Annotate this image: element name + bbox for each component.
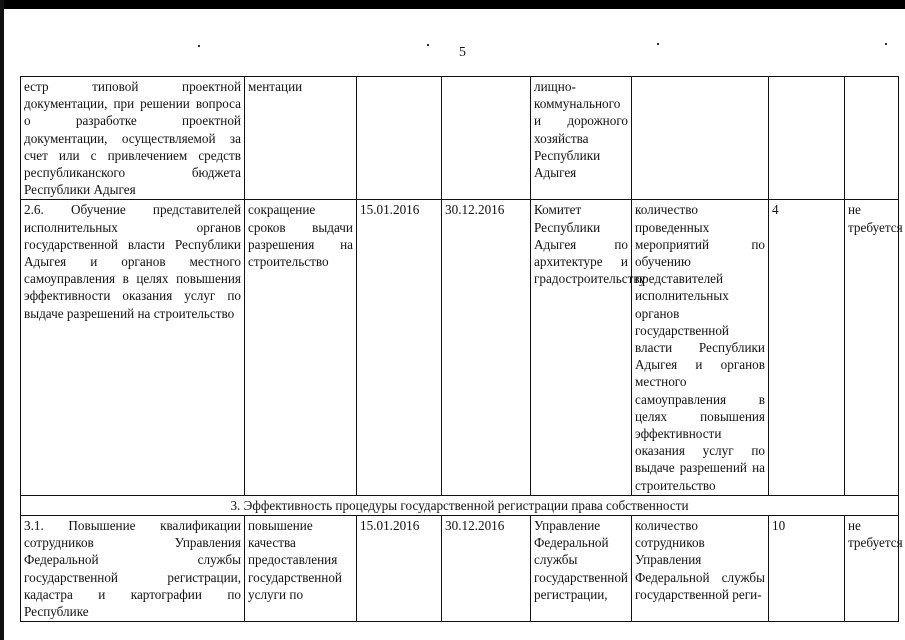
indicator-cell: количество сотрудников Управления Федеральной службы государственной реги- xyxy=(632,516,769,622)
funding-cell xyxy=(845,77,899,200)
indicator-cell xyxy=(632,77,769,200)
result-cell: сокращение сроков выдачи разрешения на строительство xyxy=(245,200,357,495)
result-cell: ментации xyxy=(245,77,357,200)
value-cell: 4 xyxy=(769,200,845,495)
end-date-cell: 30.12.2016 xyxy=(442,516,531,622)
section-title: 3. Эффективность процедуры государственной регистрации права собственности xyxy=(21,495,899,515)
section-header-row xyxy=(21,495,899,515)
scan-speck xyxy=(198,45,200,47)
table-row xyxy=(21,77,899,200)
end-date-cell: 30.12.2016 xyxy=(442,200,531,495)
value-cell xyxy=(769,77,845,200)
result-cell: повышение качества предоставления государственной услуги по xyxy=(245,516,357,622)
start-date-cell: 15.01.2016 xyxy=(357,516,442,622)
measure-cell: 3.1. Повышение квалификации сотрудников Управления Федеральной службы государственной регистрации, кадастра и картографии по Республике xyxy=(21,516,245,622)
scan-top-border xyxy=(0,0,905,9)
funding-cell: не требуется xyxy=(845,516,899,622)
funding-cell: не требуется xyxy=(845,200,899,495)
responsible-cell: Управление Федеральной службы государственной регистрации, xyxy=(531,516,632,622)
indicator-cell: количество проведенных мероприятий по обучению представителей исполнительных органов государственной власти Республики Адыгея и органов местного самоуправления в целях повышения эффективности оказания услуг по выдаче разрешений на строительство xyxy=(632,200,769,495)
start-date-cell xyxy=(357,77,442,200)
scan-speck xyxy=(427,44,429,46)
table-row xyxy=(21,516,899,622)
measure-cell: естр типовой проектной документации, при решении вопроса о разработке проектной документации, осуществляемой за счет или с привлечением средств республиканского бюджета Республики Адыгея xyxy=(21,77,245,200)
page-number: 5 xyxy=(459,45,466,60)
start-date-cell: 15.01.2016 xyxy=(357,200,442,495)
measures-table xyxy=(20,76,903,622)
measure-cell: 2.6. Обучение представителей исполнительных органов государственной власти Республики Адыгея и органов местного самоуправления в целях повышения эффективности оказания услуг по выдаче разрешений на строительство xyxy=(21,200,245,495)
end-date-cell xyxy=(442,77,531,200)
responsible-cell: Комитет Республики Адыгея по архитектуре и градостроительству xyxy=(531,200,632,495)
scan-left-border xyxy=(0,0,4,640)
scan-speck xyxy=(885,43,887,45)
scan-speck xyxy=(657,43,659,45)
table-row xyxy=(21,200,899,495)
value-cell: 10 xyxy=(769,516,845,622)
responsible-cell: лищно-коммунального и дорожного хозяйства Республики Адыгея xyxy=(531,77,632,200)
